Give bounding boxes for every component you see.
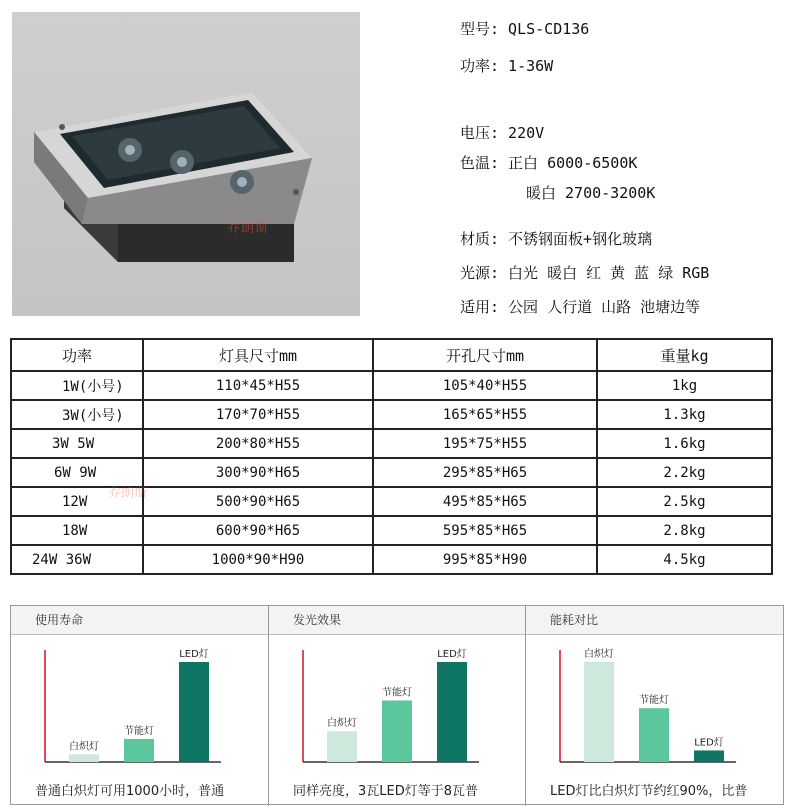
spec-color-temp-2: 暖白 2700-3200K xyxy=(526,184,656,202)
table-header-row xyxy=(11,339,772,371)
bar-label: 节能灯 xyxy=(382,687,412,699)
spec-model: 型号: QLS-CD136 xyxy=(460,20,590,38)
bar-label: LED灯 xyxy=(694,737,724,749)
cell-weight: 1kg xyxy=(597,371,772,400)
cell-fixture-size: 1000*90*H90 xyxy=(143,545,373,574)
table-row xyxy=(11,429,772,458)
cell-power: 6W 9W xyxy=(54,464,97,481)
spec-light-source: 光源: 白光 暖白 红 黄 蓝 绿 RGB xyxy=(460,264,710,282)
panel-caption: 普通白炽灯可用1000小时，普通 xyxy=(35,784,225,799)
spec-material: 材质: 不锈钢面板+钢化玻璃 xyxy=(460,230,653,248)
bar xyxy=(179,662,209,762)
cell-fixture-size: 110*45*H55 xyxy=(143,371,373,400)
panel-title: 使用寿命 xyxy=(11,606,268,635)
cell-cutout-size: 995*85*H90 xyxy=(373,545,597,574)
luminous-chart xyxy=(269,634,525,780)
bar xyxy=(584,662,614,762)
lifespan-chart xyxy=(11,634,268,780)
cell-power: 12W xyxy=(62,493,88,510)
panel-lifespan xyxy=(11,606,268,806)
header-power: 功率 xyxy=(11,339,143,371)
cell-cutout-size: 595*85*H65 xyxy=(373,516,597,545)
bar xyxy=(327,731,357,762)
spec-power: 功率: 1-36W xyxy=(460,57,554,75)
cell-weight: 1.3kg xyxy=(597,400,772,429)
bar-label: 节能灯 xyxy=(124,725,154,737)
cell-cutout-size: 195*75*H55 xyxy=(373,429,597,458)
watermark-logo: 乔朗斯 xyxy=(227,221,270,236)
cell-weight: 2.8kg xyxy=(597,516,772,545)
spec-voltage: 电压: 220V xyxy=(460,124,545,142)
spec-application: 适用: 公园 人行道 山路 池塘边等 xyxy=(460,298,701,316)
cell-fixture-size: 200*80*H55 xyxy=(143,429,373,458)
energy-chart xyxy=(526,634,783,780)
cell-cutout-size: 495*85*H65 xyxy=(373,487,597,516)
cell-weight: 2.2kg xyxy=(597,458,772,487)
panel-caption: LED灯比白炽灯节约红90%，比普 xyxy=(550,784,748,799)
table-row xyxy=(11,400,772,429)
header-weight: 重量kg xyxy=(597,339,772,371)
bar xyxy=(69,754,99,762)
cell-weight: 1.6kg xyxy=(597,429,772,458)
cell-power: 24W 36W xyxy=(32,551,92,568)
cell-weight: 2.5kg xyxy=(597,487,772,516)
cell-fixture-size: 600*90*H65 xyxy=(143,516,373,545)
product-photo xyxy=(12,12,360,316)
table-watermark: 乔朗斯 xyxy=(108,486,148,501)
header-fixture-size: 灯具尺寸mm xyxy=(143,339,373,371)
bar xyxy=(124,739,154,762)
size-table xyxy=(10,338,773,575)
comparison-section xyxy=(10,605,784,805)
cell-power: 3W(小号) xyxy=(62,407,124,424)
cell-fixture-size: 170*70*H55 xyxy=(143,400,373,429)
cell-power: 1W(小号) xyxy=(62,378,124,395)
cell-power: 3W 5W xyxy=(52,435,95,452)
cell-cutout-size: 295*85*H65 xyxy=(373,458,597,487)
bar xyxy=(382,700,412,762)
cell-power: 18W xyxy=(62,522,88,539)
bar-label: 节能灯 xyxy=(639,695,669,707)
bar-label: LED灯 xyxy=(437,649,467,660)
bar xyxy=(694,750,724,762)
panel-luminous xyxy=(269,606,525,806)
cell-cutout-size: 165*65*H55 xyxy=(373,400,597,429)
table-row xyxy=(11,545,772,574)
bar xyxy=(639,708,669,762)
bar-label: 白炽灯 xyxy=(327,718,357,730)
spec-color-temp-1: 色温: 正白 6000-6500K xyxy=(460,154,638,172)
cell-fixture-size: 500*90*H65 xyxy=(143,487,373,516)
bar-label: 白炽灯 xyxy=(584,649,614,660)
panel-energy xyxy=(526,606,783,806)
header-cutout-size: 开孔尺寸mm xyxy=(373,339,597,371)
panel-caption: 同样亮度，3瓦LED灯等于8瓦普 xyxy=(293,784,479,799)
bar-label: LED灯 xyxy=(179,649,209,660)
panel-title: 能耗对比 xyxy=(526,606,783,635)
cell-fixture-size: 300*90*H65 xyxy=(143,458,373,487)
cell-weight: 4.5kg xyxy=(597,545,772,574)
bar xyxy=(437,662,467,762)
table-row xyxy=(11,371,772,400)
panel-title: 发光效果 xyxy=(269,606,525,635)
product-image xyxy=(12,12,360,316)
bar-label: 白炽灯 xyxy=(69,741,99,753)
table-row xyxy=(11,516,772,545)
cell-cutout-size: 105*40*H55 xyxy=(373,371,597,400)
